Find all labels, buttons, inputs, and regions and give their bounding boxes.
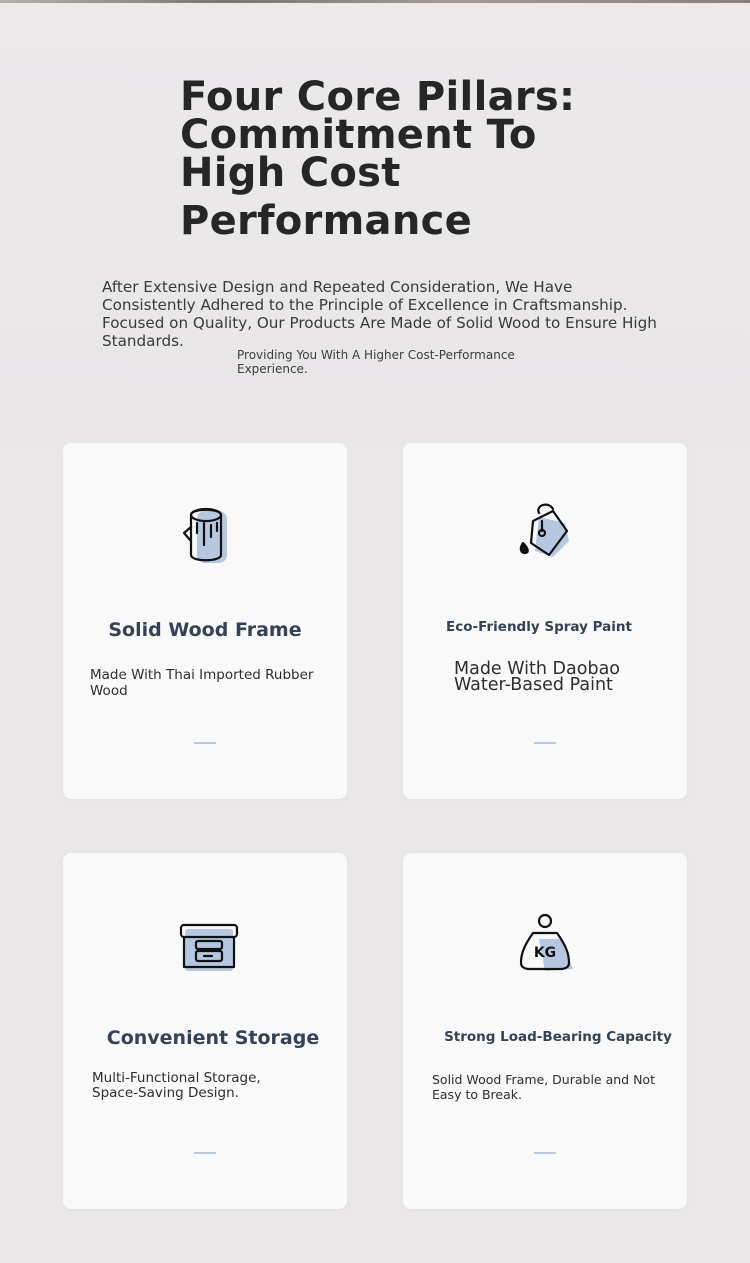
feature-card-spray-paint [403,443,687,799]
weight-kg-icon [509,907,581,979]
paint-bucket-icon [509,497,581,569]
card-description-line: Made With Daobao [454,659,621,679]
card-title: Convenient Storage [106,1027,320,1049]
page-title [180,74,600,244]
card-divider [194,1152,216,1154]
subtext: Providing You With A Higher Cost-Performance Experience. [237,348,515,376]
feature-card-storage [63,853,347,1209]
kg-label: KG [533,945,557,961]
card-description [454,661,654,693]
card-description-line: Water-Based Paint [454,675,613,695]
card-title: Solid Wood Frame [108,619,302,641]
card-description [90,667,340,699]
card-title: Strong Load-Bearing Capacity [444,1029,672,1045]
feature-card-solid-wood [63,443,347,799]
title-line-4: Performance [180,198,473,244]
storage-box-icon [169,907,241,979]
card-description-line: Multi-Functional Storage, [92,1070,261,1086]
intro-paragraph: After Extensive Design and Repeated Consideration, We Have Consistently Adhered to the Principle of Excellence in Craftsmanship. Focused on Quality, Our Products Are Made of Solid Wood to Ensure High Standards. [102,278,657,350]
card-title: Eco-Friendly Spray Paint [446,619,632,635]
card-divider [534,1152,556,1154]
card-description-line: Made With Thai Imported Rubber Wood [90,667,314,699]
title-line-1: Four Core Pillars: [180,74,576,120]
card-description [432,1072,662,1102]
feature-card-load-bearing [403,853,687,1209]
title-line-3: High Cost [180,150,401,196]
card-divider [534,742,556,744]
card-description-line: Solid Wood Frame, Durable and Not [432,1072,655,1087]
card-description [92,1071,292,1101]
wood-log-icon [169,497,241,569]
title-line-2: Commitment To [180,112,537,158]
card-description-line: Space-Saving Design. [92,1085,239,1101]
card-divider [194,742,216,744]
card-description-line: Easy to Break. [432,1087,522,1102]
